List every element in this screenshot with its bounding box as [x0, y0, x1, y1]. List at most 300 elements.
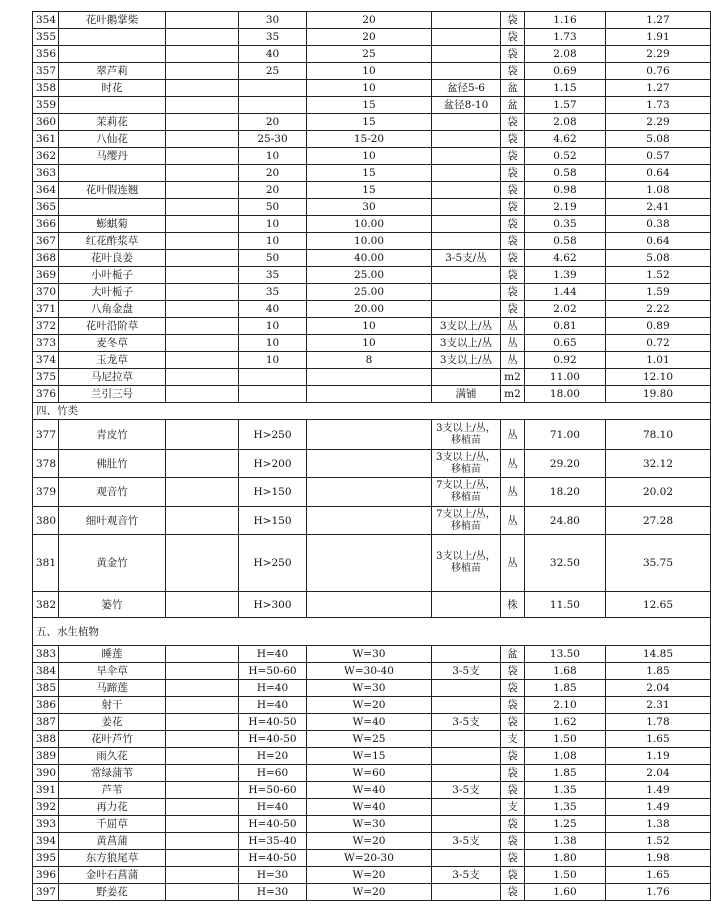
price-1-cell: 71.00 [524, 420, 605, 450]
row-number-cell: 391 [33, 782, 59, 799]
row-number-cell: 371 [33, 301, 59, 318]
plant-name-cell: 马尼拉草 [59, 369, 166, 386]
plant-name-cell: 花叶芦竹 [59, 731, 166, 748]
unit-cell: 袋 [500, 267, 524, 284]
spec-height-cell [239, 386, 307, 403]
spec-blank-cell [166, 799, 239, 816]
row-number-cell: 357 [33, 63, 59, 80]
price-2-cell: 1.49 [605, 799, 710, 816]
spec-height-cell: 10 [239, 148, 307, 165]
unit-cell: 袋 [500, 216, 524, 233]
row-number-cell: 383 [33, 646, 59, 663]
table-row [33, 369, 711, 386]
table-row [33, 284, 711, 301]
plant-name-cell: 花叶假连翘 [59, 182, 166, 199]
spec-width-cell: W=20 [307, 697, 432, 714]
price-2-cell: 1.38 [605, 816, 710, 833]
plant-name-cell: 麦冬草 [59, 335, 166, 352]
price-1-cell: 11.50 [524, 592, 605, 618]
price-2-cell: 35.75 [605, 535, 710, 592]
spec-width-cell: 10.00 [307, 216, 432, 233]
price-2-cell: 2.22 [605, 301, 710, 318]
spec-note-cell [431, 301, 500, 318]
unit-cell: 丛 [500, 420, 524, 450]
price-2-cell: 0.64 [605, 233, 710, 250]
spec-height-cell: H=40-50 [239, 816, 307, 833]
spec-blank-cell [166, 420, 239, 450]
table-row [33, 301, 711, 318]
spec-blank-cell [166, 850, 239, 867]
price-1-cell: 1.08 [524, 748, 605, 765]
price-2-cell: 1.52 [605, 833, 710, 850]
spec-width-cell [307, 592, 432, 618]
spec-note-cell [431, 850, 500, 867]
plant-name-cell: 花叶沿阶草 [59, 318, 166, 335]
row-number-cell: 358 [33, 80, 59, 97]
spec-width-cell [307, 420, 432, 450]
spec-width-cell [307, 369, 432, 386]
spec-blank-cell [166, 12, 239, 29]
spec-width-cell: 15-20 [307, 131, 432, 148]
price-1-cell: 1.62 [524, 714, 605, 731]
section-title: 五、水生植物 [33, 618, 711, 646]
table-row [33, 478, 711, 507]
row-number-cell: 392 [33, 799, 59, 816]
price-1-cell: 1.38 [524, 833, 605, 850]
spec-note-cell [431, 731, 500, 748]
price-2-cell: 0.57 [605, 148, 710, 165]
plant-name-cell [59, 97, 166, 114]
spec-height-cell: H=35-40 [239, 833, 307, 850]
spec-blank-cell [166, 731, 239, 748]
spec-height-cell: H>150 [239, 507, 307, 535]
unit-cell: 袋 [500, 114, 524, 131]
price-1-cell: 18.20 [524, 478, 605, 507]
table-row [33, 663, 711, 680]
row-number-cell: 395 [33, 850, 59, 867]
spec-width-cell [307, 507, 432, 535]
plant-name-cell: 兰引三号 [59, 386, 166, 403]
price-2-cell: 1.98 [605, 850, 710, 867]
spec-height-cell: 35 [239, 267, 307, 284]
price-1-cell: 1.44 [524, 284, 605, 301]
spec-blank-cell [166, 816, 239, 833]
price-1-cell: 18.00 [524, 386, 605, 403]
plant-name-cell: 细叶观音竹 [59, 507, 166, 535]
spec-blank-cell [166, 352, 239, 369]
plant-name-cell: 小叶栀子 [59, 267, 166, 284]
spec-blank-cell [166, 182, 239, 199]
price-2-cell: 2.41 [605, 199, 710, 216]
row-number-cell: 389 [33, 748, 59, 765]
spec-height-cell: 10 [239, 335, 307, 352]
spec-blank-cell [166, 63, 239, 80]
unit-cell: 袋 [500, 284, 524, 301]
row-number-cell: 365 [33, 199, 59, 216]
spec-width-cell: W=30 [307, 646, 432, 663]
price-2-cell: 1.73 [605, 97, 710, 114]
spec-blank-cell [166, 131, 239, 148]
plant-name-cell: 时花 [59, 80, 166, 97]
unit-cell: 袋 [500, 765, 524, 782]
price-2-cell: 1.27 [605, 80, 710, 97]
price-1-cell: 0.65 [524, 335, 605, 352]
table-row [33, 12, 711, 29]
row-number-cell: 368 [33, 250, 59, 267]
spec-note-cell: 3支以上/丛 [431, 352, 500, 369]
spec-height-cell: H=60 [239, 765, 307, 782]
row-number-cell: 360 [33, 114, 59, 131]
row-number-cell: 361 [33, 131, 59, 148]
spec-height-cell: 40 [239, 301, 307, 318]
spec-note-cell: 盆径8-10 [431, 97, 500, 114]
table-row [33, 782, 711, 799]
spec-height-cell: 10 [239, 233, 307, 250]
price-2-cell: 1.49 [605, 782, 710, 799]
spec-width-cell: 40.00 [307, 250, 432, 267]
plant-name-cell: 野姜花 [59, 884, 166, 901]
price-2-cell: 1.65 [605, 867, 710, 884]
price-2-cell: 1.01 [605, 352, 710, 369]
unit-cell: 袋 [500, 233, 524, 250]
table-row [33, 148, 711, 165]
row-number-cell: 363 [33, 165, 59, 182]
spec-width-cell: W=20-30 [307, 850, 432, 867]
spec-blank-cell [166, 199, 239, 216]
plant-name-cell: 玉龙草 [59, 352, 166, 369]
plant-name-cell: 红花酢浆草 [59, 233, 166, 250]
table-row [33, 420, 711, 450]
spec-blank-cell [166, 267, 239, 284]
table-row [33, 199, 711, 216]
spec-note-cell [431, 267, 500, 284]
spec-width-cell: W=20 [307, 833, 432, 850]
price-1-cell: 0.98 [524, 182, 605, 199]
unit-cell: 袋 [500, 199, 524, 216]
price-1-cell: 1.39 [524, 267, 605, 284]
spec-note-cell [431, 182, 500, 199]
price-2-cell: 1.76 [605, 884, 710, 901]
spec-width-cell: W=40 [307, 782, 432, 799]
price-1-cell: 4.62 [524, 250, 605, 267]
plant-name-cell: 翠芦莉 [59, 63, 166, 80]
spec-height-cell: 10 [239, 216, 307, 233]
plant-name-cell: 马蹄莲 [59, 680, 166, 697]
row-number-cell: 377 [33, 420, 59, 450]
spec-note-cell: 3支以上/丛，移植苗 [431, 535, 500, 592]
price-1-cell: 1.73 [524, 29, 605, 46]
table-row [33, 233, 711, 250]
spec-blank-cell [166, 450, 239, 478]
spec-note-cell: 3-5支 [431, 867, 500, 884]
table-row [33, 507, 711, 535]
row-number-cell: 373 [33, 335, 59, 352]
unit-cell: 袋 [500, 782, 524, 799]
spec-blank-cell [166, 507, 239, 535]
spec-note-cell [431, 680, 500, 697]
spec-note-cell [431, 646, 500, 663]
plant-name-cell: 再力花 [59, 799, 166, 816]
table-row [33, 592, 711, 618]
spec-blank-cell [166, 748, 239, 765]
row-number-cell: 386 [33, 697, 59, 714]
row-number-cell: 370 [33, 284, 59, 301]
spec-height-cell: H>200 [239, 450, 307, 478]
unit-cell: 袋 [500, 63, 524, 80]
table-row [33, 748, 711, 765]
unit-cell: 袋 [500, 165, 524, 182]
row-number-cell: 375 [33, 369, 59, 386]
table-row [33, 850, 711, 867]
spec-width-cell: W=30 [307, 816, 432, 833]
spec-height-cell: 50 [239, 250, 307, 267]
spec-height-cell: H=50-60 [239, 782, 307, 799]
table-row [33, 80, 711, 97]
spec-note-cell: 3-5支 [431, 782, 500, 799]
table-row [33, 799, 711, 816]
plant-name-cell: 黄菖蒲 [59, 833, 166, 850]
unit-cell: 袋 [500, 12, 524, 29]
price-1-cell: 1.85 [524, 765, 605, 782]
price-1-cell: 0.58 [524, 233, 605, 250]
spec-height-cell: H=40-50 [239, 731, 307, 748]
unit-cell: 袋 [500, 301, 524, 318]
price-1-cell: 1.15 [524, 80, 605, 97]
table-row [33, 267, 711, 284]
plant-name-cell: 佛肚竹 [59, 450, 166, 478]
row-number-cell: 384 [33, 663, 59, 680]
price-2-cell: 20.02 [605, 478, 710, 507]
unit-cell: 袋 [500, 131, 524, 148]
spec-note-cell: 盆径5-6 [431, 80, 500, 97]
price-1-cell: 1.68 [524, 663, 605, 680]
price-1-cell: 2.19 [524, 199, 605, 216]
price-2-cell: 1.08 [605, 182, 710, 199]
price-1-cell: 29.20 [524, 450, 605, 478]
spec-height-cell: H>150 [239, 478, 307, 507]
spec-width-cell: W=20 [307, 867, 432, 884]
spec-height-cell: 25-30 [239, 131, 307, 148]
unit-cell: 袋 [500, 748, 524, 765]
spec-note-cell [431, 63, 500, 80]
price-1-cell: 2.08 [524, 46, 605, 63]
plant-name-cell: 茉莉花 [59, 114, 166, 131]
price-1-cell: 1.25 [524, 816, 605, 833]
spec-blank-cell [166, 284, 239, 301]
row-number-cell: 372 [33, 318, 59, 335]
row-number-cell: 387 [33, 714, 59, 731]
spec-blank-cell [166, 80, 239, 97]
spec-note-cell [431, 816, 500, 833]
unit-cell: 丛 [500, 335, 524, 352]
price-2-cell: 1.78 [605, 714, 710, 731]
price-2-cell: 0.89 [605, 318, 710, 335]
plant-name-cell: 东方狼尾草 [59, 850, 166, 867]
table-row [33, 816, 711, 833]
spec-height-cell: 20 [239, 182, 307, 199]
price-2-cell: 1.59 [605, 284, 710, 301]
spec-blank-cell [166, 663, 239, 680]
spec-note-cell [431, 12, 500, 29]
row-number-cell: 388 [33, 731, 59, 748]
section-header-row [33, 403, 711, 420]
spec-width-cell: 8 [307, 352, 432, 369]
unit-cell: 支 [500, 799, 524, 816]
price-1-cell: 1.50 [524, 867, 605, 884]
price-2-cell: 32.12 [605, 450, 710, 478]
spec-width-cell: 15 [307, 165, 432, 182]
price-2-cell: 2.04 [605, 765, 710, 782]
section-title: 四、竹类 [33, 403, 711, 420]
table-row [33, 216, 711, 233]
plant-name-cell: 花叶鹅掌柴 [59, 12, 166, 29]
price-1-cell: 0.58 [524, 165, 605, 182]
unit-cell: 袋 [500, 697, 524, 714]
unit-cell: 袋 [500, 884, 524, 901]
price-1-cell: 1.16 [524, 12, 605, 29]
price-2-cell: 0.72 [605, 335, 710, 352]
spec-width-cell [307, 450, 432, 478]
plant-name-cell [59, 165, 166, 182]
row-number-cell: 359 [33, 97, 59, 114]
plant-name-cell: 金叶石菖蒲 [59, 867, 166, 884]
table-row [33, 833, 711, 850]
unit-cell: 袋 [500, 816, 524, 833]
unit-cell: 支 [500, 731, 524, 748]
price-2-cell: 1.91 [605, 29, 710, 46]
price-2-cell: 1.19 [605, 748, 710, 765]
plant-name-cell: 千屈草 [59, 816, 166, 833]
table-row [33, 535, 711, 592]
spec-blank-cell [166, 680, 239, 697]
row-number-cell: 393 [33, 816, 59, 833]
spec-note-cell: 3-5支/丛 [431, 250, 500, 267]
unit-cell: 袋 [500, 148, 524, 165]
spec-height-cell: H=30 [239, 884, 307, 901]
spec-note-cell: 7支以上/丛，移植苗 [431, 478, 500, 507]
spec-note-cell: 3-5支 [431, 714, 500, 731]
row-number-cell: 390 [33, 765, 59, 782]
price-2-cell: 0.64 [605, 165, 710, 182]
unit-cell: 袋 [500, 663, 524, 680]
spec-width-cell: 10 [307, 318, 432, 335]
spec-height-cell: H>300 [239, 592, 307, 618]
price-1-cell: 1.35 [524, 799, 605, 816]
price-1-cell: 4.62 [524, 131, 605, 148]
row-number-cell: 356 [33, 46, 59, 63]
table-row [33, 165, 711, 182]
row-number-cell: 354 [33, 12, 59, 29]
price-1-cell: 0.35 [524, 216, 605, 233]
price-2-cell: 1.65 [605, 731, 710, 748]
unit-cell: 盆 [500, 646, 524, 663]
row-number-cell: 367 [33, 233, 59, 250]
row-number-cell: 364 [33, 182, 59, 199]
spec-width-cell: 15 [307, 182, 432, 199]
unit-cell: 丛 [500, 352, 524, 369]
unit-cell: 丛 [500, 450, 524, 478]
price-1-cell: 0.69 [524, 63, 605, 80]
spec-note-cell: 3支以上/丛，移植苗 [431, 420, 500, 450]
spec-note-cell: 3支以上/丛 [431, 318, 500, 335]
spec-note-cell: 3支以上/丛，移植苗 [431, 450, 500, 478]
plant-name-cell: 马缨丹 [59, 148, 166, 165]
price-2-cell: 5.08 [605, 131, 710, 148]
price-2-cell: 5.08 [605, 250, 710, 267]
spec-height-cell: 40 [239, 46, 307, 63]
price-1-cell: 2.08 [524, 114, 605, 131]
spec-blank-cell [166, 535, 239, 592]
spec-height-cell: H=40 [239, 680, 307, 697]
spec-width-cell: 25 [307, 46, 432, 63]
plant-name-cell: 常绿蒲苇 [59, 765, 166, 782]
unit-cell: m2 [500, 369, 524, 386]
spec-height-cell: H=40 [239, 646, 307, 663]
table-row [33, 450, 711, 478]
spec-width-cell: 15 [307, 114, 432, 131]
spec-width-cell: W=20 [307, 884, 432, 901]
spec-height-cell: H=30 [239, 867, 307, 884]
table-row [33, 97, 711, 114]
spec-height-cell: 20 [239, 165, 307, 182]
spec-blank-cell [166, 714, 239, 731]
price-1-cell: 2.02 [524, 301, 605, 318]
plant-name-cell: 观音竹 [59, 478, 166, 507]
spec-blank-cell [166, 386, 239, 403]
spec-note-cell: 3-5支 [431, 833, 500, 850]
plant-name-cell: 芦苇 [59, 782, 166, 799]
spec-height-cell: H=40-50 [239, 850, 307, 867]
row-number-cell: 374 [33, 352, 59, 369]
price-1-cell: 1.57 [524, 97, 605, 114]
price-table [32, 11, 711, 901]
spec-note-cell: 满铺 [431, 386, 500, 403]
spec-note-cell [431, 748, 500, 765]
price-2-cell: 2.04 [605, 680, 710, 697]
spec-width-cell: W=40 [307, 799, 432, 816]
plant-name-cell: 青皮竹 [59, 420, 166, 450]
spec-blank-cell [166, 782, 239, 799]
plant-name-cell [59, 199, 166, 216]
spec-note-cell [431, 29, 500, 46]
spec-width-cell: 15 [307, 97, 432, 114]
spec-width-cell: 10 [307, 148, 432, 165]
unit-cell: 丛 [500, 478, 524, 507]
unit-cell: 袋 [500, 833, 524, 850]
plant-name-cell: 花叶良姜 [59, 250, 166, 267]
spec-width-cell: W=60 [307, 765, 432, 782]
row-number-cell: 366 [33, 216, 59, 233]
price-2-cell: 0.76 [605, 63, 710, 80]
row-number-cell: 355 [33, 29, 59, 46]
table-row [33, 765, 711, 782]
unit-cell: 袋 [500, 714, 524, 731]
spec-blank-cell [166, 301, 239, 318]
plant-name-cell [59, 29, 166, 46]
price-2-cell: 2.29 [605, 114, 710, 131]
spec-blank-cell [166, 46, 239, 63]
plant-name-cell [59, 46, 166, 63]
unit-cell: 株 [500, 592, 524, 618]
spec-blank-cell [166, 884, 239, 901]
price-1-cell: 0.81 [524, 318, 605, 335]
table-row [33, 731, 711, 748]
price-1-cell: 11.00 [524, 369, 605, 386]
spec-blank-cell [166, 833, 239, 850]
spec-note-cell [431, 697, 500, 714]
spec-width-cell: 10 [307, 80, 432, 97]
spec-note-cell: 3支以上/丛 [431, 335, 500, 352]
